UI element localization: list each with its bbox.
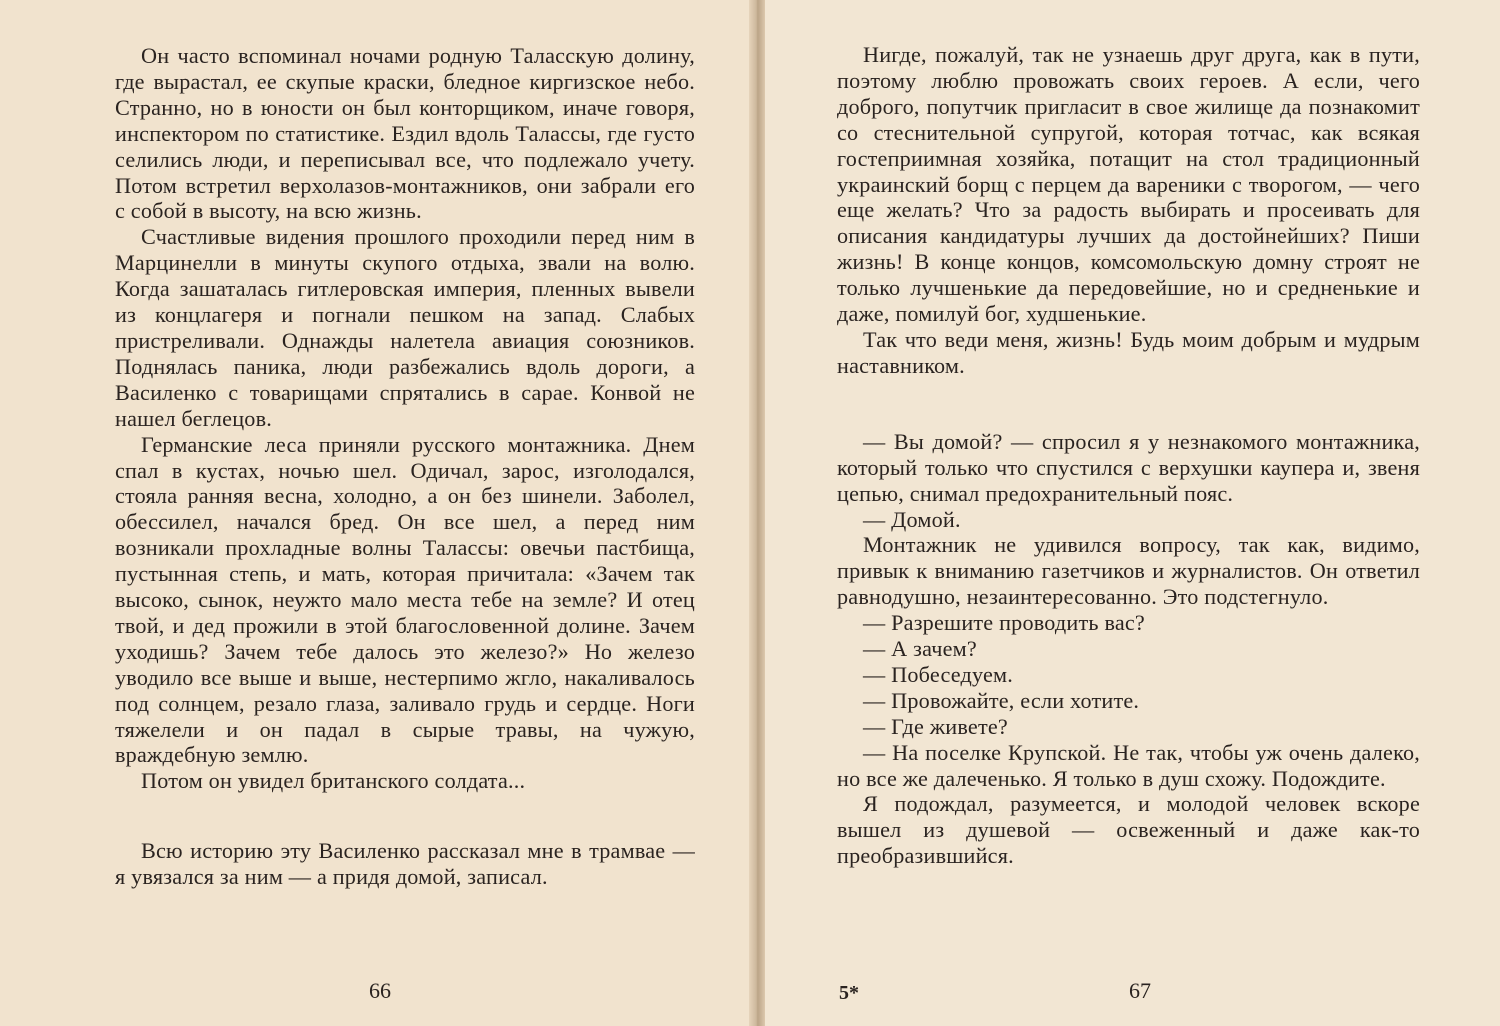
dialogue-line: — На поселке Крупской. Не так, чтобы уж очень далеко, но все же далеченько. Я только в душ схожу. Подождите. — [837, 739, 1420, 791]
paragraph: Он часто вспоминал ночами родную Таласскую долину, где вырастал, ее скупые краски, бледное киргизское небо. Странно, но в юности он был конторщиком, иначе говоря, инспектором по статистике. Ездил вдоль Талассы, где густо селились люди, и переписывал все, что подлежало учету. Потом встретил верхолазов-монтажников, они забрали его с собой в высоту, на всю жизнь. — [115, 43, 695, 224]
paragraph: Я подождал, разумеется, и молодой человек вскоре вышел из душевой — освеженный и даже как-то преобразившийся. — [837, 791, 1420, 869]
page-number: 66 — [369, 978, 391, 1003]
paragraph: Монтажник не удивился вопросу, так как, видимо, привык к вниманию газетчиков и журналистов. Он ответил равнодушно, незаинтересованно. Это подстегнуло. — [837, 532, 1420, 610]
right-page-text — [837, 42, 1420, 869]
book-gutter — [749, 0, 765, 1026]
left-page-text — [115, 43, 695, 890]
dialogue-line: — Вы домой? — спросил я у незнакомого монтажника, который только что спустился с верхушки каупера и, звеня цепью, снимал предохранительный пояс. — [837, 428, 1420, 506]
signature-mark: 5* — [839, 982, 859, 1004]
dialogue-line: — Разрешите проводить вас? — [863, 610, 1145, 636]
dialogue-line: — Побеседуем. — [863, 661, 1014, 687]
paragraph: Нигде, пожалуй, так не узнаешь друг друга, как в пути, поэтому люблю провожать своих героев. А если, чего доброго, попутчик пригласит в свое жилище да познакомит со стеснительной супругой, которая тотчас, как всякая гостеприимная хозяйка, потащит на стол традиционный украинский борщ с перцем да вареники с творогом, — чего еще желать? Что за радость выбирать и просеивать для описания кандидатуры лучших да достойнейших? Пиши жизнь! В конце концов, комсомольскую домну строят не только лучшенькие да передовейшие, но и средненькие и даже, помилуй бог, худшенькие. — [837, 42, 1420, 327]
paragraph: Германские леса приняли русского монтажника. Днем спал в кустах, ночью шел. Одичал, зарос, изголодался, стояла ранняя весна, холодно, а он без шинели. Заболел, обессилел, начался бред. Он все шел, а перед ним возникали прохладные волны Талассы: овечьи пастбища, пустынная степь, и мать, которая причитала: «Зачем так высоко, сынок, неужто мало места тебе на земле? И отец твой, и дед прожили в этой благословенной долине. Зачем уходишь? Зачем тебе далось это железо?» Но железо уводило все выше и выше, нестерпимо жгло, накаливалось под солнцем, резало глаза, заливало грудь и сердце. Ноги тяжелели и он падал в сырые травы, на чужую, враждебную землю. — [115, 431, 695, 768]
right-page — [757, 0, 1500, 1026]
dialogue-line: — Домой. — [863, 506, 961, 532]
dialogue-line: — А зачем? — [863, 636, 977, 662]
page-number: 67 — [1129, 978, 1151, 1003]
paragraph: Потом он увидел британского солдата... — [141, 768, 526, 794]
paragraph: Счастливые видения прошлого проходили перед ним в Марцинелли в минуты скупого отдыха, звали на волю. Когда зашаталась гитлеровская империя, пленных вывели из концлагеря и погнали пешком на запад. Слабых пристреливали. Однажды налетела авиация союзников. Поднялась паника, люди разбежались вдоль дороги, а Василенко с товарищами спрятались в сарае. Конвой не нашел беглецов. — [115, 224, 695, 431]
paragraph: Так что веди меня, жизнь! Будь моим добрым и мудрым наставником. — [837, 326, 1420, 378]
paragraph: Всю историю эту Василенко рассказал мне в трамвае — я увязался за ним — а придя домой, записал. — [115, 838, 695, 890]
dialogue-line: — Где живете? — [863, 713, 1008, 739]
dialogue-line: — Провожайте, если хотите. — [863, 687, 1140, 713]
